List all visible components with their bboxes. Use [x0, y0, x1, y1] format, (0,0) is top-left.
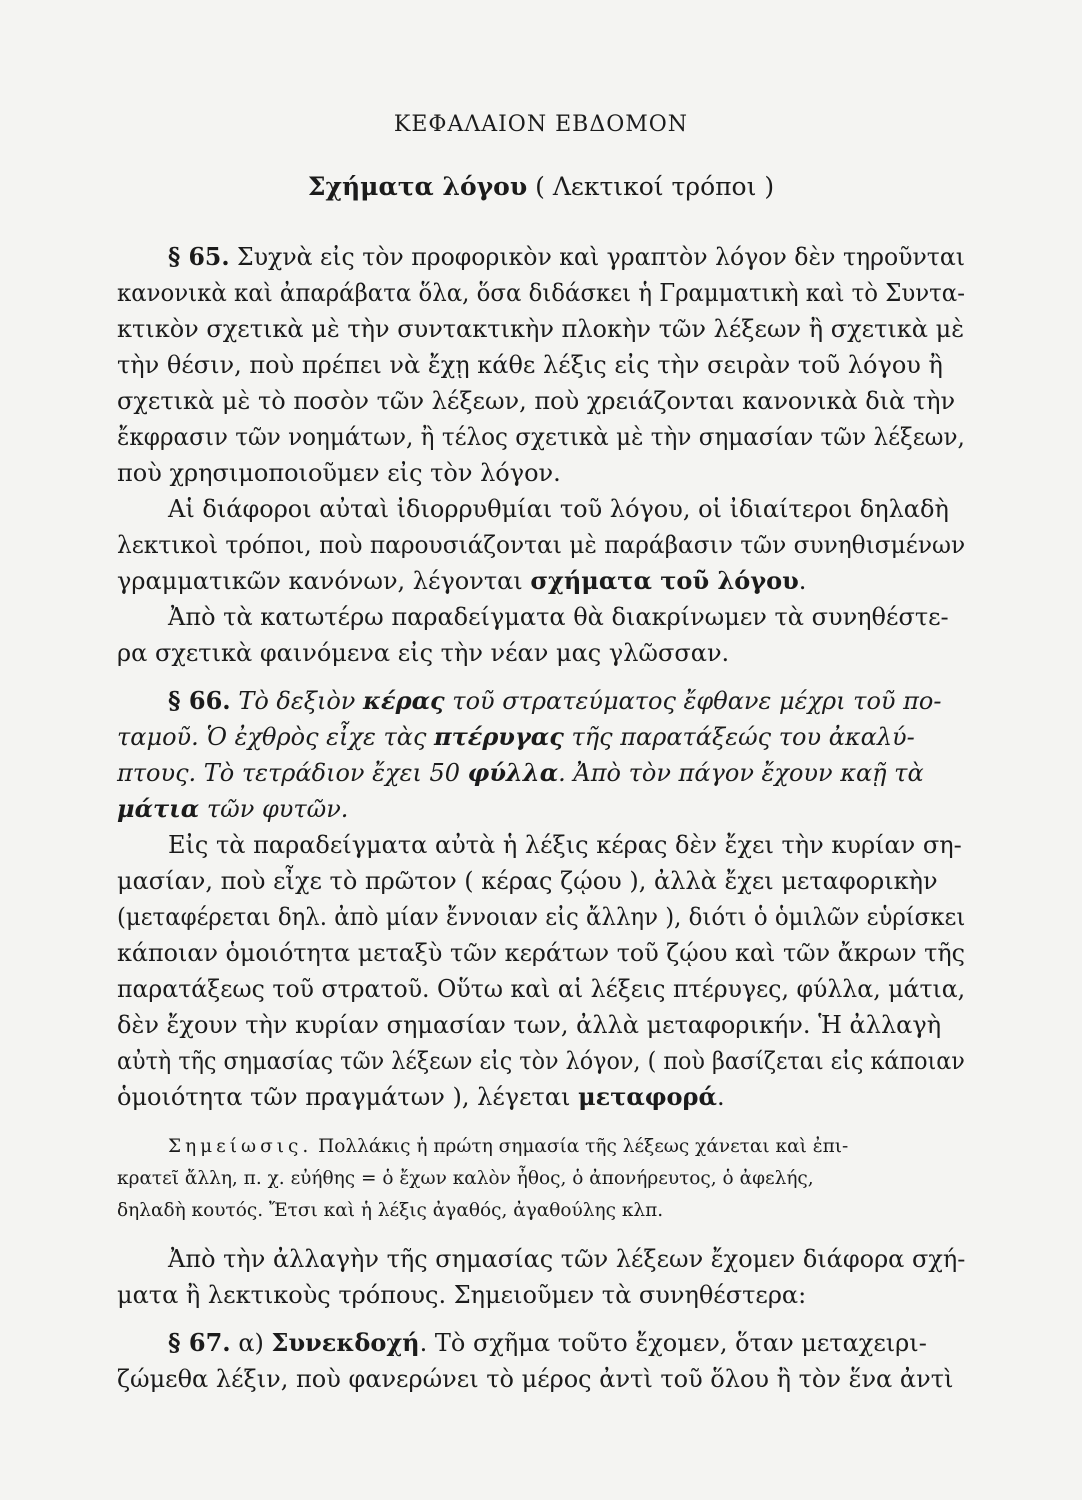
s66-p2-line-5: παρατάξεως τοῦ στρατοῦ. Οὕτω καὶ αἱ λέξεις πτέρυγες, φύλλα, μάτια,	[117, 975, 966, 1003]
section-number: § 65.	[168, 242, 230, 271]
text: .	[798, 567, 807, 595]
text: τοῦ στρατεύματος ἔφθανε μέχρι τοῦ πο-	[444, 687, 942, 715]
s66-p2-line-6: δὲν ἔχουν τὴν κυρίαν σημασίαν των, ἀλλὰ μεταφορικήν. Ἡ ἀλλαγὴ	[117, 1011, 942, 1039]
title-bold: Σχήματα λόγου	[307, 172, 528, 201]
s66-p2-line-4: κάποιαν ὁμοιότητα μεταξὺ τῶν κεράτων τοῦ ζῴου καὶ τῶν ἄκρων τῆς	[117, 939, 965, 967]
s66-line-2	[117, 722, 915, 752]
s65-p2-line-2: λεκτικοὶ τρόποι, ποὺ παρουσιάζονται μὲ παράβασιν τῶν συνηθισμένων	[117, 531, 966, 559]
s67-line-2: ζώμεθα λέξιν, ποὺ φανερώνει τὸ μέρος ἀντὶ τοῦ ὅλου ἢ τὸν ἕνα ἀντὶ	[117, 1365, 954, 1393]
s65-line-1	[168, 242, 965, 272]
text: ταμοῦ. Ὁ ἐχθρὸς εἶχε τὰς	[117, 723, 435, 751]
note-label: Σημείωσις.	[168, 1136, 313, 1157]
s65-p3-line-2: ρα σχετικὰ φαινόμενα εἰς τὴν νέαν μας γλῶσσαν.	[117, 639, 730, 667]
term-bold: πτέρυγας	[434, 722, 564, 751]
chapter-heading: ΚΕΦΑΛΑΙΟΝ ΕΒΔΟΜΟΝ	[393, 112, 689, 137]
after-line-1: Ἀπὸ τὴν ἀλλαγὴν τῆς σημασίας τῶν λέξεων ἔχομεν διάφορα σχή-	[168, 1245, 966, 1273]
text: πτους. Τὸ τετράδιον ἔχει 50	[117, 759, 468, 787]
text: α)	[238, 1329, 272, 1357]
s65-line-5: σχετικὰ μὲ τὸ ποσὸν τῶν λέξεων, ποὺ χρειάζονται κανονικὰ διὰ τὴν	[117, 387, 956, 415]
text: . Ἀπὸ τὸν πάγον ἔχουν καῇ τὰ	[558, 759, 924, 787]
text: Πολλάκις ἡ πρώτη σημασία τῆς λέξεως χάνεται καὶ ἐπι-	[318, 1136, 849, 1157]
s67-line-1	[168, 1328, 927, 1358]
term-bold: φύλλα	[467, 758, 559, 787]
text: τῶν φυτῶν.	[199, 795, 349, 823]
s65-line-4: τὴν θέσιν, ποὺ πρέπει νὰ ἔχῃ κάθε λέξις εἰς τὴν σειρὰν τοῦ λόγου ἢ	[117, 351, 943, 379]
chapter-title	[0, 172, 1082, 201]
note-line-2: κρατεῖ ἄλλη, π. χ. εὐήθης = ὁ ἔχων καλὸν ἦθος, ὁ ἀπονήρευτος, ὁ ἀφελής,	[117, 1168, 814, 1189]
section-number: § 66.	[168, 686, 231, 715]
text: τῆς παρατάξεώς του ἀκαλύ-	[563, 723, 915, 751]
s65-p3-line-1: Ἀπὸ τὰ κατωτέρω παραδείγματα θὰ διακρίνωμεν τὰ συνηθέστε-	[168, 603, 949, 631]
text: ὁμοιότητα τῶν πραγμάτων ), λέγεται	[117, 1083, 579, 1111]
text: Τὸ δεξιὸν	[238, 687, 364, 715]
note-line-3: δηλαδὴ κουτός. Ἔτσι καὶ ἡ λέξις ἀγαθός, ἀγαθούλης κλπ.	[117, 1200, 664, 1221]
s65-p2-line-3	[117, 566, 806, 596]
section-number: § 67.	[168, 1328, 231, 1357]
s66-line-1	[168, 686, 941, 716]
after-line-2: ματα ἢ λεκτικοὺς τρόπους. Σημειοῦμεν τὰ συνηθέστερα:	[117, 1281, 807, 1309]
term-bold: μάτια	[117, 794, 200, 823]
term-bold: μεταφορά	[578, 1082, 717, 1111]
s66-line-3	[117, 758, 924, 788]
s65-p2-line-1: Αἱ διάφοροι αὐταὶ ἰδιορρυθμίαι τοῦ λόγου, οἱ ἰδιαίτεροι δηλαδὴ	[168, 495, 949, 523]
s66-p2-line-3: (μεταφέρεται δηλ. ἀπὸ μίαν ἔννοιαν εἰς ἄλλην ), διότι ὁ ὁμιλῶν εὑρίσκει	[117, 903, 966, 931]
s65-line-6: ἔκφρασιν τῶν νοημάτων, ἢ τέλος σχετικὰ μὲ τὴν σημασίαν τῶν λέξεων,	[117, 423, 965, 451]
text: γραμματικῶν κανόνων, λέγονται	[117, 567, 531, 595]
s65-line-3: κτικὸν σχετικὰ μὲ τὴν συντακτικὴν πλοκὴν τῶν λέξεων ἢ σχετικὰ μὲ	[117, 315, 965, 343]
title-rest: ( Λεκτικοί τρόποι )	[527, 172, 775, 201]
s65-line-7: ποὺ χρησιμοποιοῦμεν εἰς τὸν λόγον.	[117, 459, 561, 487]
text: .	[717, 1083, 725, 1111]
term-bold: κέρας	[363, 686, 445, 715]
s65-line-2: κανονικὰ καὶ ἀπαράβατα ὅλα, ὅσα διδάσκει ἡ Γραμματικὴ καὶ τὸ Συντα-	[117, 279, 965, 307]
term-bold: Συνεκδοχή	[271, 1328, 420, 1357]
term-bold: σχήματα τοῦ λόγου	[530, 566, 799, 595]
s66-line-4	[117, 794, 348, 824]
s66-p2-line-1: Εἰς τὰ παραδείγματα αὐτὰ ἡ λέξις κέρας δὲν ἔχει τὴν κυρίαν ση-	[168, 831, 962, 859]
s66-p2-line-7: αὐτὴ τῆς σημασίας τῶν λέξεων εἰς τὸν λόγον, ( ποὺ βασίζεται εἰς κάποιαν	[117, 1047, 965, 1075]
note-line-1	[168, 1132, 848, 1162]
s66-p2-line-2: μασίαν, ποὺ εἶχε τὸ πρῶτον ( κέρας ζῴου ), ἀλλὰ ἔχει μεταφορικὴν	[117, 867, 938, 895]
text: . Τὸ σχῆμα τοῦτο ἔχομεν, ὅταν μεταχειρι-	[419, 1329, 927, 1357]
text: Συχνὰ εἰς τὸν προφορικὸν καὶ γραπτὸν λόγον δὲν τηροῦνται	[237, 243, 966, 271]
s66-p2-line-8	[117, 1082, 725, 1112]
